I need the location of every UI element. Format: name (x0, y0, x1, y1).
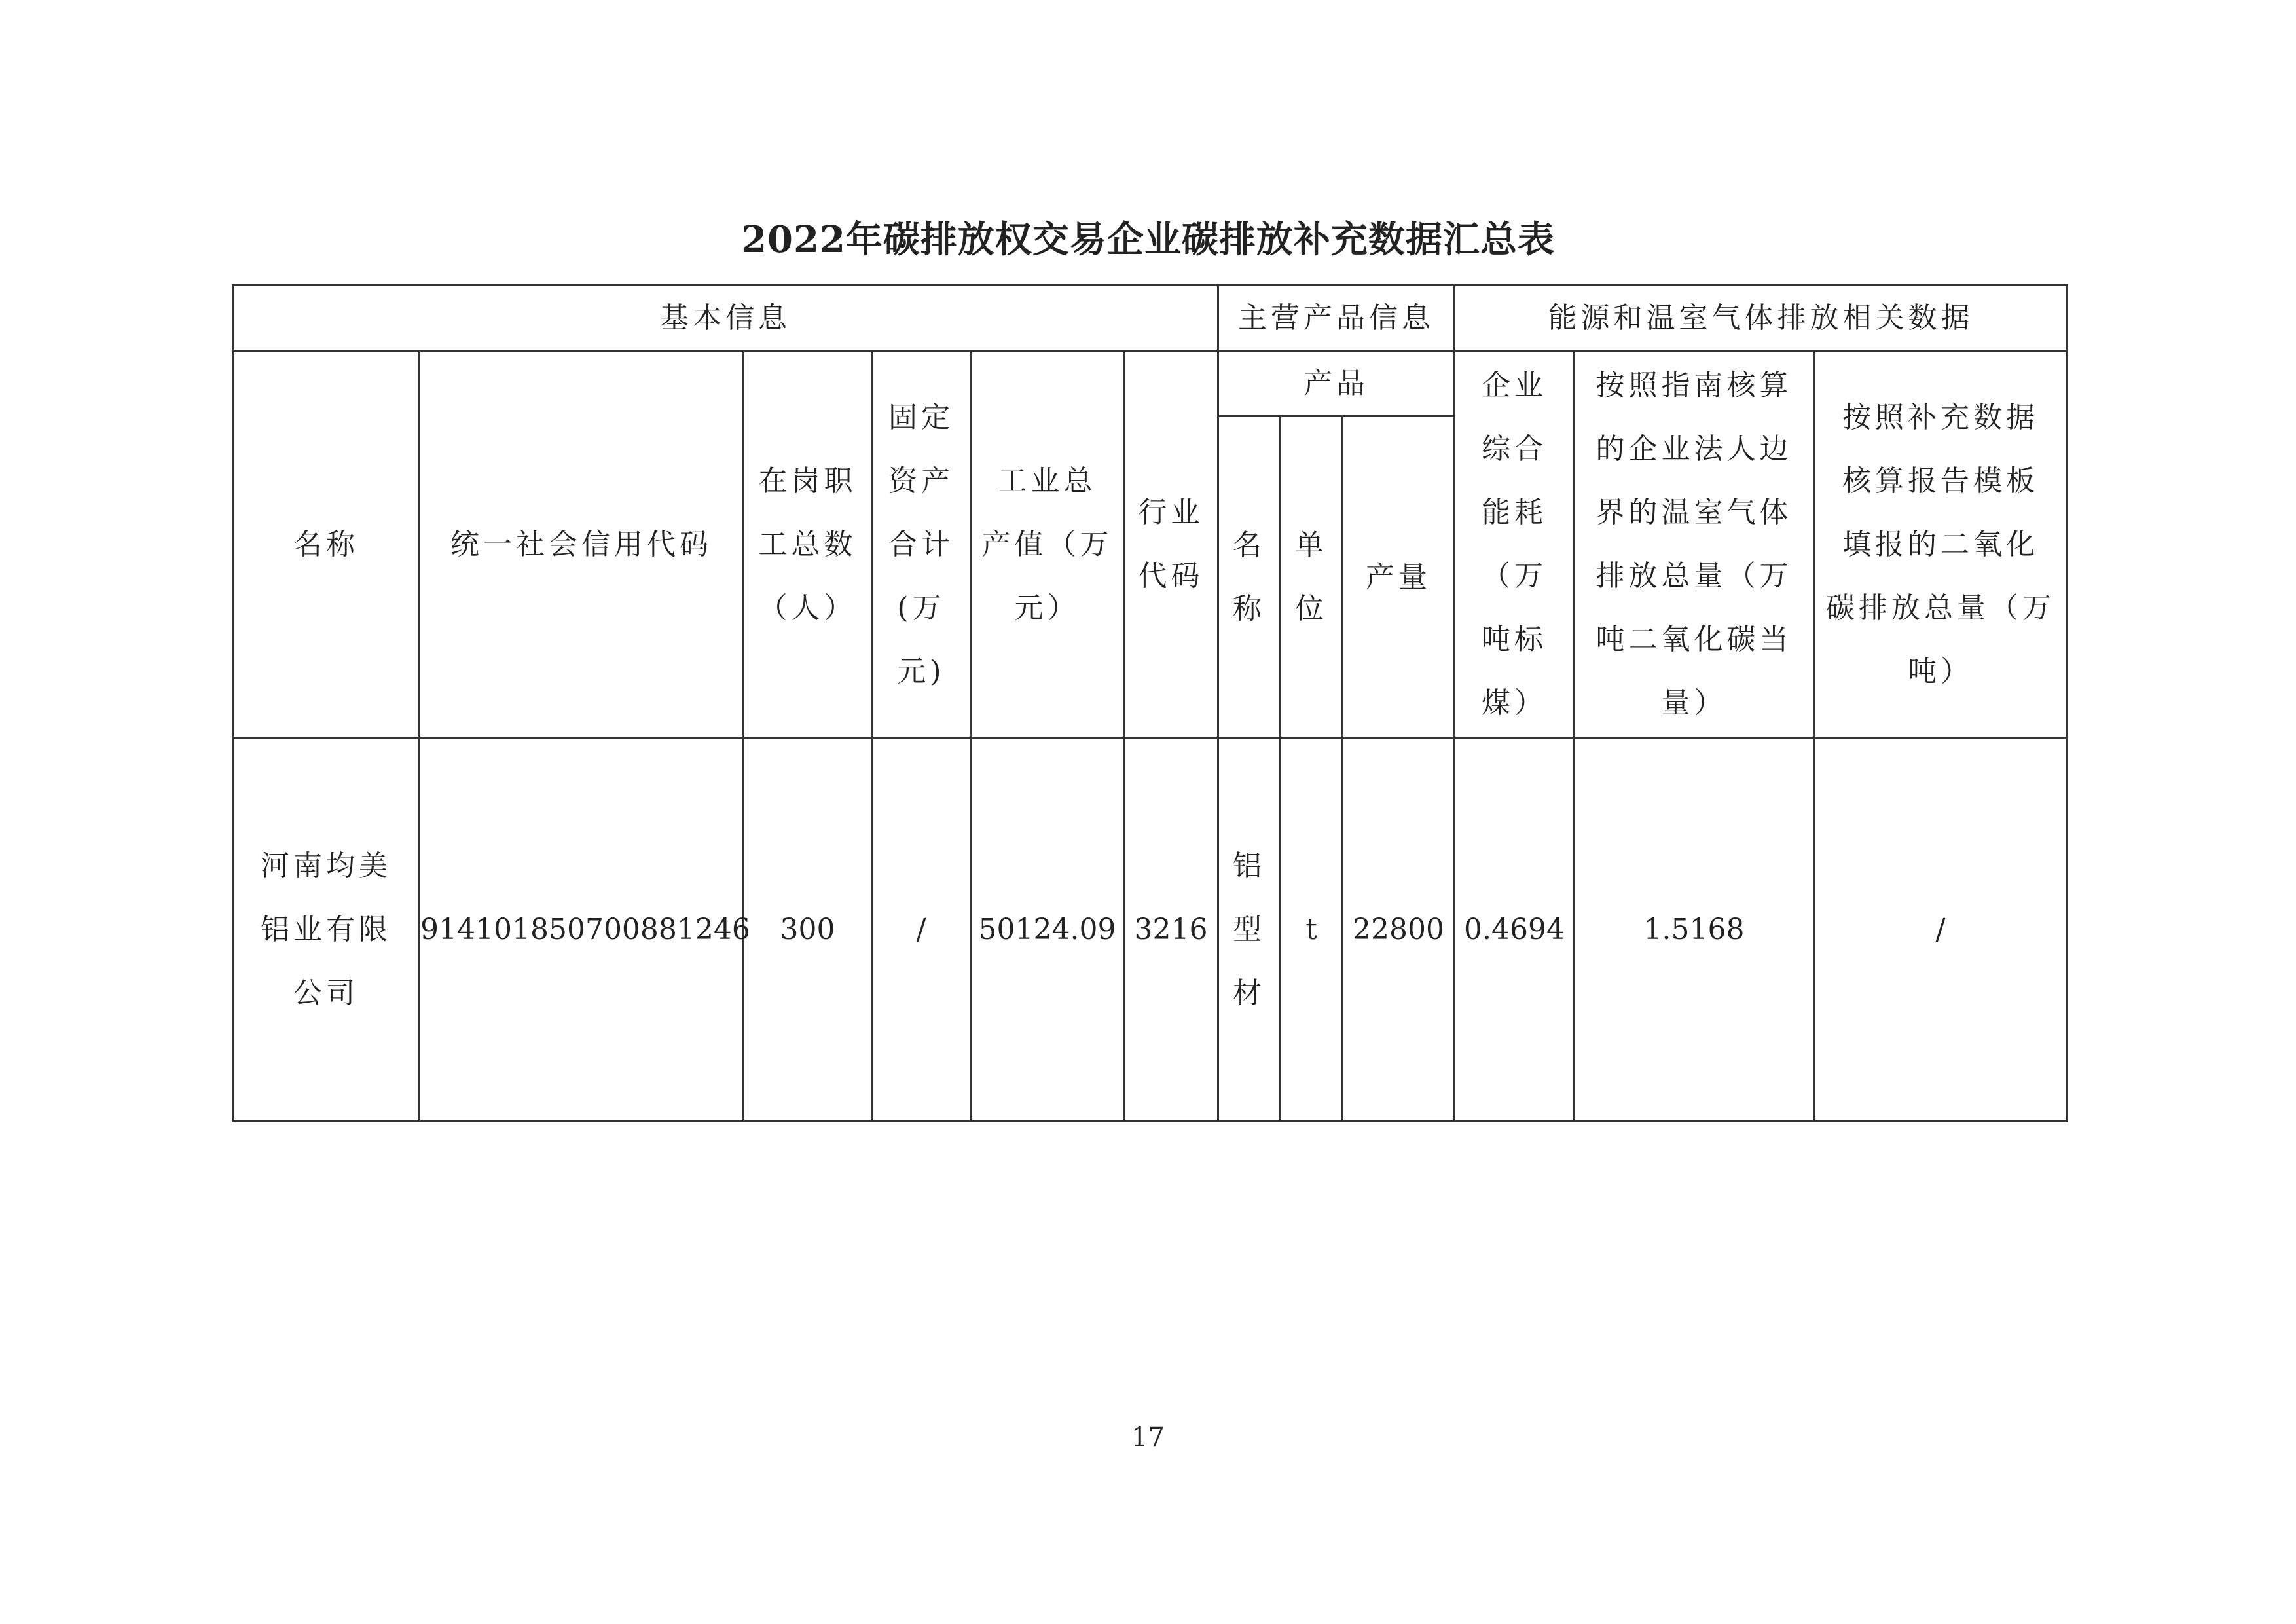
cell-output-value: 50124.09 (971, 738, 1124, 1122)
cell-product-unit: t (1281, 738, 1343, 1122)
cell-co2-supplement: / (1814, 738, 2068, 1122)
header-product: 产品 (1218, 351, 1455, 416)
group-energy-emissions: 能源和温室气体排放相关数据 (1455, 286, 2068, 351)
header-output-value: 工业总 产值（万 元） (971, 351, 1124, 738)
header-industry-code: 行业 代码 (1124, 351, 1218, 738)
cell-product-name: 铝 型 材 (1218, 738, 1281, 1122)
cell-ghg-guide: 1.5168 (1575, 738, 1814, 1122)
cell-employees: 300 (744, 738, 872, 1122)
header-ghg-guide: 按照指南核算 的企业法人边 界的温室气体 排放总量（万 吨二氧化碳当 量） (1575, 351, 1814, 738)
cell-energy-use: 0.4694 (1455, 738, 1575, 1122)
header-employees: 在岗职 工总数 （人） (744, 351, 872, 738)
cell-fixed-assets: / (872, 738, 971, 1122)
page-title: 2022年碳排放权交易企业碳排放补充数据汇总表 (741, 218, 1555, 261)
header-product-name: 名 称 (1218, 416, 1281, 738)
header-product-output: 产量 (1343, 416, 1455, 738)
header-credit-code: 统一社会信用代码 (420, 351, 744, 738)
header-name: 名称 (233, 351, 420, 738)
group-product-info: 主营产品信息 (1218, 286, 1455, 351)
group-basic-info: 基本信息 (233, 286, 1218, 351)
table-row (233, 738, 2068, 1122)
page-number: 17 (1131, 1422, 1165, 1452)
header-product-unit: 单 位 (1281, 416, 1343, 738)
column-header-row (233, 351, 2068, 416)
header-fixed-assets: 固定 资产 合计 (万 元) (872, 351, 971, 738)
cell-industry-code: 3216 (1124, 738, 1218, 1122)
cell-name: 河南均美 铝业有限 公司 (233, 738, 420, 1122)
cell-product-output: 22800 (1343, 738, 1455, 1122)
cell-credit-code: 914101850700881246 (420, 738, 744, 1122)
summary-table (232, 284, 2068, 1122)
header-energy-use: 企业 综合 能耗 （万 吨标 煤） (1455, 351, 1575, 738)
header-co2-supplement: 按照补充数据 核算报告模板 填报的二氧化 碳排放总量（万 吨） (1814, 351, 2068, 738)
group-header-row (233, 286, 2068, 351)
